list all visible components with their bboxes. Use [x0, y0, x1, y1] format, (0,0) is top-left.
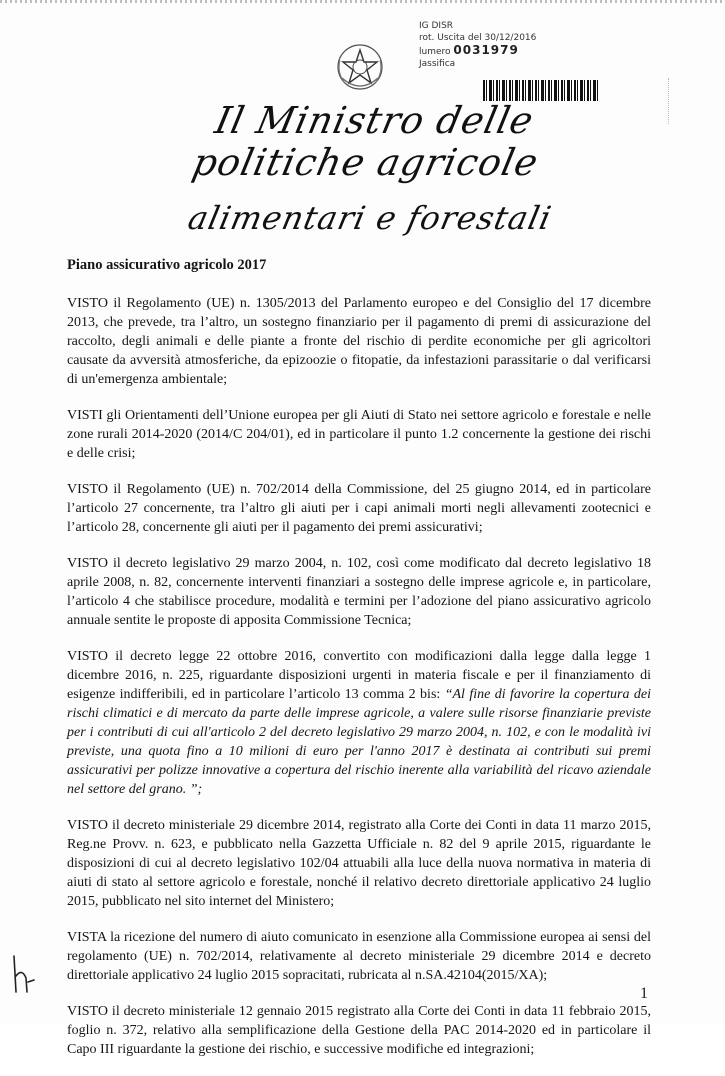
- paragraph-3: VISTO il Regolamento (UE) n. 702/2014 della Commissione, del 25 giugno 2014, ed in particolare l’articolo 27 concernente, tra l’altro gli aiuti per i capi animali morti negli allevamenti zootecnici e l’articolo 28, concernente gli aiuti per il pagamento dei premi assicurativi;: [67, 482, 651, 535]
- paragraph-1: VISTO il Regolamento (UE) n. 1305/2013 del Parlamento europeo e del Consiglio del 17 dicembre 2013, che prevede, tra l’altro, un sostegno finanziario per il pagamento di premi di assicurazione del raccolto, degli animali e delle piante a fronte del rischio di perdite economiche per gli agricoltori causate da avversità atmosferiche, da epizoozie o fitopatie, da infestazioni parassitarie o dal verificarsi di un'emergenza ambientale;: [67, 296, 651, 387]
- stamp-number-label: lumero: [419, 47, 451, 57]
- paragraph-4: VISTO il decreto legislativo 29 marzo 2004, n. 102, così come modificato dal decreto legislativo 18 aprile 2008, n. 82, concernente interventi finanziari a sostegno delle imprese agricole e, in particolare, l’articolo 4 che stabilisce procedure, modalità e termini per l’adozione del piano assicurativo agricolo annuale sentite le proposte di apposita Commissione Tecnica;: [67, 556, 651, 628]
- paragraph-5-text: VISTO il decreto legge 22 ottobre 2016, convertito con modificazioni dalla legge dalla legge 1 dicembre 2016, n. 225, riguardante disposizioni urgenti in materia fiscale e per il finanziamento di esigenze indifferibili, ed in particolare l’articolo 13 comma 2 bis:: [67, 649, 651, 702]
- page-number: 1: [640, 985, 648, 1002]
- ministry-heading: [140, 100, 600, 238]
- handwritten-initials: [8, 952, 38, 1002]
- heading-line-1: Il Ministro delle politiche agricole: [188, 99, 543, 184]
- document-title: Piano assicurativo agricolo 2017: [67, 257, 267, 273]
- paragraph-5-quote: “Al fine di favorire la copertura dei rischi climatici e di mercato da parte delle imprese agricole, a valere sulle risorse finanziarie previste per i contributi di cui all'articolo 2 del decreto legislativo 29 marzo 2004, n. 102, e con le modalità ivi previste, una quota fino a 10 milioni di euro per l'anno 2017 è destinata ai contributi sui premi assicurativi per polizze innovative a copertura del rischio inerente alla variabilità del ricavo aziendale nel settore del grano. ”;: [67, 687, 651, 797]
- stamp-number: 0031979: [453, 43, 519, 57]
- paragraph-5: [67, 647, 651, 799]
- republic-emblem-icon: [334, 40, 386, 94]
- stamp-office: IG DISR: [419, 21, 454, 31]
- stamp-classification: Jassifica: [419, 59, 456, 69]
- paragraph-6: VISTO il decreto ministeriale 29 dicembre 2014, registrato alla Corte dei Conti in data 11 marzo 2015, Reg.ne Provv. n. 623, e pubblicato nella Gazzetta Ufficiale n. 82 del 9 aprile 2015, riguardante le disposizioni di cui al decreto legislativo 102/04 attuabili alla luce della nuova normativa in materia di aiuti di stato al settore agricolo e forestale, nonché il relativo decreto direttoriale applicativo 24 luglio 2015, pubblicato nel sito internet del Ministero;: [67, 818, 651, 909]
- scan-edge: [0, 0, 725, 3]
- protocol-stamp: [419, 20, 609, 70]
- barcode: [483, 80, 599, 101]
- paragraph-8: VISTO il decreto ministeriale 12 gennaio 2015 registrato alla Corte dei Conti in data 11 febbraio 2015, foglio n. 372, relativo alla semplificazione della Gestione della PAC 2014-2020 ed in particolare il Capo III riguardante la gestione dei rischio, e successive modifiche ed integrazioni;: [67, 1004, 651, 1057]
- scan-mark: [668, 78, 677, 124]
- stamp-date: rot. Uscita del 30/12/2016: [419, 33, 537, 43]
- document-body: [67, 256, 651, 1076]
- heading-line-2: alimentari e forestali: [184, 199, 556, 237]
- paragraph-2: VISTI gli Orientamenti dell’Unione europea per gli Aiuti di Stato nei settore agricolo e forestale e nelle zone rurali 2014-2020 (2014/C 204/01), ed in particolare il punto 1.2 concernente la gestione dei rischi e delle crisi;: [67, 408, 651, 461]
- paragraph-7: VISTA la ricezione del numero di aiuto comunicato in esenzione alla Commissione europea ai sensi del regolamento (UE) n. 702/2014, relativamente al decreto ministeriale 29 dicembre 2014 e decreto direttoriale applicativo 24 luglio 2015 sopracitati, rubricata al n.SA.42104(2015/XA);: [67, 930, 651, 983]
- stamp-number-row: [419, 44, 609, 58]
